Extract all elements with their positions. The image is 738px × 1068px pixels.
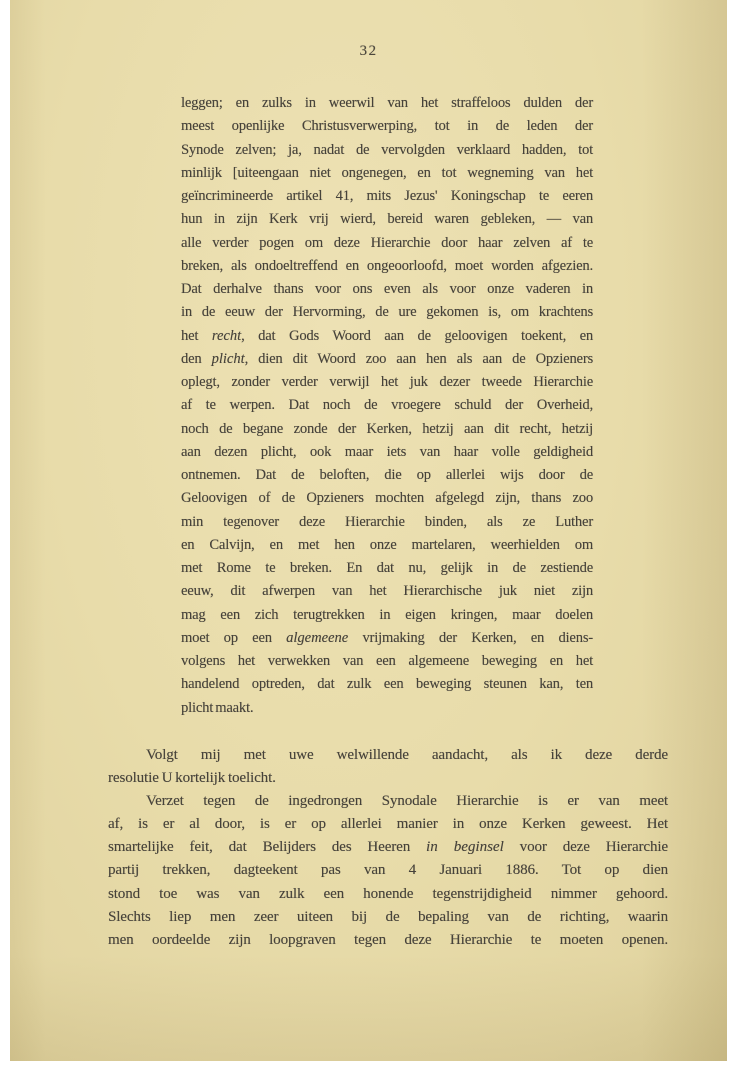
text-line: ontnemen. Dat de beloften, die op allerlei wijs door de: [181, 467, 593, 483]
text-line: leggen; en zulks in weerwil van het straffeloos dulden der: [181, 95, 593, 111]
text-line: noch de begane zonde der Kerken, hetzij aan dit recht, hetzij: [181, 420, 593, 437]
text-line: af, is er al door, is er op allerlei manier in onze Kerken geweest. Het: [108, 816, 668, 833]
book-page: [10, 0, 727, 1061]
text-line: Dat derhalve thans voor ons even als voor onze vaderen in: [181, 281, 593, 297]
text-line: Geloovigen of de Opzieners mochten afgelegd zijn, thans zoo: [181, 490, 593, 507]
text-line: plicht maakt.: [181, 699, 254, 716]
text-line: Synode zelven; ja, nadat de vervolgden verklaard hadden, tot: [181, 141, 593, 158]
quote-block: [181, 92, 593, 720]
text-line: Slechts liep men zeer uiteen bij de bepaling van de richting, waarin: [108, 908, 668, 925]
text-line: alle verder pogen om deze Hierarchie door haar zelven af te: [181, 234, 593, 251]
text-line: geïncrimineerde artikel 41, mits Jezus' Koningschap te eeren: [181, 188, 593, 204]
text-line: min tegenover deze Hierarchie binden, als ze Luther: [181, 513, 593, 530]
text-line: Verzet tegen de ingedrongen Synodale Hierarchie is er van meet: [146, 793, 668, 810]
text-line: partij trekken, dagteekent pas van 4 Januari 1886. Tot op dien: [108, 862, 668, 879]
text-line: den plicht, dien dit Woord zoo aan hen als aan de Opzieners: [181, 350, 594, 367]
text-line: in de eeuw der Hervorming, de ure gekomen is, om krachtens: [181, 304, 593, 321]
text-line: men oordeelde zijn loopgraven tegen deze Hierarchie te moeten openen.: [108, 931, 668, 948]
text-line: en Calvijn, en met hen onze martelaren, weerhielden om: [181, 536, 593, 553]
text-line: breken, als ondoeltreffend en ongeoorloofd, moet worden afgezien.: [181, 257, 593, 274]
text-line: volgens het verwekken van een algemeene beweging en het: [181, 653, 593, 669]
text-line: handelend optreden, dat zulk een beweging steunen kan, ten: [181, 676, 593, 693]
text-line: oplegt, zonder verder verwijl het juk dezer tweede Hierarchie: [181, 374, 593, 390]
text-line: aan dezen plicht, ook maar iets van haar volle geldigheid: [181, 443, 593, 460]
page-number: 32: [359, 43, 378, 59]
text-line: hun in zijn Kerk vrij wierd, bereid waren gebleken, — van: [181, 211, 593, 228]
text-line: smartelijke feit, dat Belijders des Heeren in beginsel voor deze Hierarchie: [108, 839, 668, 856]
text-line: af te werpen. Dat noch de vroegere schuld der Overheid,: [181, 397, 593, 414]
text-line: resolutie U kortelijk toelicht.: [108, 770, 276, 787]
text-line: meest openlijke Christusverwerping, tot in de leden der: [181, 118, 593, 135]
text-line: minlijk [uiteengaan niet ongenegen, en tot wegneming van het: [181, 164, 593, 181]
text-line: moet op een algemeene vrijmaking der Kerken, en diens-: [181, 629, 593, 646]
text-line: met Rome te breken. En dat nu, gelijk in de zestiende: [181, 560, 593, 576]
text-line: het recht, dat Gods Woord aan de geloovigen toekent, en: [181, 327, 594, 344]
text-line: stond toe was van zulk een honende tegenstrijdigheid nimmer gehoord.: [108, 885, 668, 902]
text-line: mag een zich terugtrekken in eigen kringen, maar doelen: [181, 606, 593, 623]
text-line: eeuw, dit afwerpen van het Hierarchische juk niet zijn: [181, 583, 593, 600]
text-line: Volgt mij met uwe welwillende aandacht, als ik deze derde: [146, 747, 668, 763]
body-text: [108, 744, 668, 952]
